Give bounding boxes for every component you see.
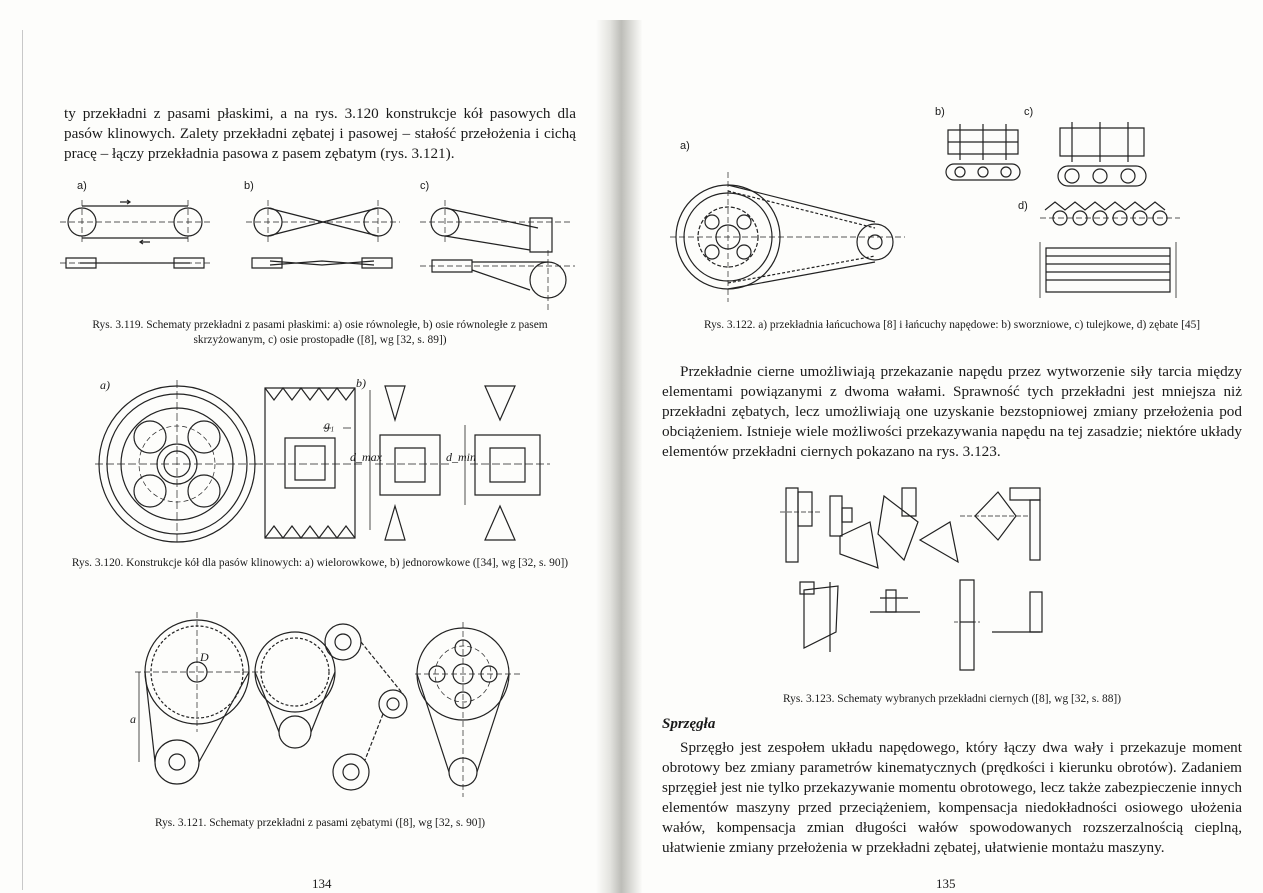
fig119-label-c: c) (420, 180, 430, 192)
fig122-label-b: b) (935, 106, 945, 118)
fig123-caption: Rys. 3.123. Schematy wybranych przekładni ciernych ([8], wg [32, s. 88]) (782, 693, 1121, 705)
left-page-number: 134 (312, 876, 332, 891)
fig120-caption: Rys. 3.120. Konstrukcje kół dla pasów klinowych: a) wielorowkowe, b) jednorowkowe ([34], wg [32, s. 90]) (71, 557, 569, 569)
fig120-vbelt-pulleys (95, 380, 555, 545)
fig121-toothed-belt-schematics (125, 612, 525, 807)
fig119-caption: Rys. 3.119. Schematy przekładni z pasami płaskimi: a) osie równoległe, b) osie równoległe z pasem skrzyżowanym, c) osie prostopadłe ([8], wg [32, s. 89]) (92, 319, 548, 346)
fig120-dim-g: g₁ (324, 418, 335, 432)
fig122-chain-drive (670, 112, 1250, 302)
intro-paragraph: ty przekładni z pasami płaskimi, a na rys. 3.120 konstrukcje kół pasowych dla pasów klinowych. Zalety przekładni zębatej i pasowej – stałość przełożenia i cichą pracę – łączy przekładnia pasowa z pasem zębatym (rys. 3.121). (64, 105, 576, 162)
fig120-dim-dmax: d_max (350, 450, 382, 464)
section-heading-couplings: Sprzęgła (662, 716, 716, 732)
fig121-dim-d: D (200, 650, 209, 664)
fig122-caption: Rys. 3.122. a) przekładnia łańcuchowa [8] i łańcuchy napędowe: b) sworzniowe, c) tulejkowe, d) zębate [45] (703, 319, 1201, 331)
fig121-dim-a: a (130, 712, 136, 726)
right-page-number: 135 (936, 876, 956, 891)
friction-gears-paragraph: Przekładnie cierne umożliwiają przekazanie napędu przez wytworzenie siły tarcia między elementami powiązanymi z dwoma wałami. Sprawność tych przekładni jest mniejsza niż przekładni zębatych, lecz umożliwiają one uzyskanie bezstopniowej zmiany przełożenia pod obciążeniem. Istnieje wiele możliwości przekazywania napędu na tej zasadzie; niektóre układy elementów przekładni ciernych pokazano na rys. 3.123. (662, 363, 1242, 460)
couplings-paragraph: Sprzęgło jest zespołem układu napędowego, który łączy dwa wały i przekazuje moment obrotowy bez zmiany parametrów kinematycznych (prędkości i kierunku obrotów). Zadaniem sprzęgieł jest nie tylko przekazywanie momentu obrotowego, lecz także zabezpieczenie innych elementów maszyny przed przeciążeniem, kompensacja niedokładności osiowego ułożenia wałów, kompensacja zmian długości wałów spowodowanych rozszerzalnością cieplną, ułatwienie zmiany przełożenia w przekładni zębatej, ułatwienie montażu maszyny. (662, 739, 1242, 856)
fig123-friction-gear-schematics (780, 482, 1080, 682)
fig120-label-a: a) (100, 378, 110, 392)
fig120-dim-dmin: d_min (446, 450, 476, 464)
fig119-belt-schematics (60, 190, 580, 310)
left-page (0, 0, 620, 893)
right-page (640, 0, 1263, 893)
fig122-label-d: d) (1018, 200, 1028, 212)
fig121-caption: Rys. 3.121. Schematy przekładni z pasami zębatymi ([8], wg [32, s. 90]) (154, 817, 486, 829)
fig122-label-c: c) (1024, 106, 1034, 118)
fig122-label-a: a) (680, 140, 690, 152)
fig119-label-a: a) (77, 180, 87, 192)
fig120-label-b: b) (356, 376, 366, 390)
fig119-label-b: b) (244, 180, 254, 192)
